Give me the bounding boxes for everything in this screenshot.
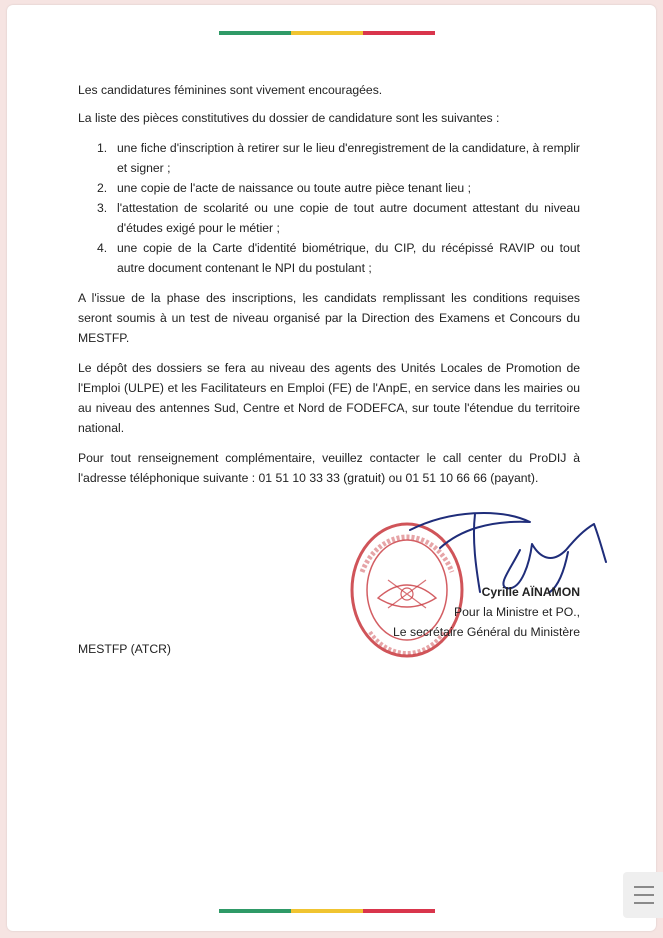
menu-lines-icon[interactable]: [623, 872, 663, 918]
pieces-list: [78, 138, 580, 278]
list-item: 4. une copie de la Carte d'identité biométrique, du CIP, du récépissé RAVIP ou tout autre document contenant le NPI du postulant ;: [97, 241, 580, 275]
test-paragraph: A l'issue de la phase des inscriptions, les candidats remplissant les conditions requises seront soumis à un test de niveau organisé par la Direction des Examens et Concours du MESTFP.: [78, 291, 580, 345]
signatory-name: Cyrille AÏNAMON: [481, 585, 580, 599]
signatory-title: Le secrétaire Général du Ministère: [393, 625, 580, 639]
list-item: 1. une fiche d'inscription à retirer sur le lieu d'enregistrement de la candidature, à remplir et signer ;: [97, 141, 580, 175]
pieces-intro: La liste des pièces constitutives du dossier de candidature sont les suivantes :: [78, 111, 500, 125]
list-item: 2. une copie de l'acte de naissance ou toute autre pièce tenant lieu ;: [97, 181, 471, 195]
flag-stripe-top: [219, 31, 435, 35]
contact-paragraph: Pour tout renseignement complémentaire, veuillez contacter le call center du ProDIJ à l'adresse téléphonique suivante : 01 51 10 33 33 (gratuit) ou 01 51 10 66 66 (payant).: [78, 451, 580, 485]
flag-stripe-bottom: [219, 909, 435, 913]
signatory-role: Pour la Ministre et PO.,: [454, 605, 580, 619]
intro-paragraph: Les candidatures féminines sont vivement encouragées.: [78, 83, 383, 97]
document-reference: MESTFP (ATCR): [78, 642, 171, 656]
document-body: [78, 80, 580, 498]
list-item: 3. l'attestation de scolarité ou une copie de tout autre document attestant du niveau d'études exigé pour le métier ;: [97, 201, 580, 235]
depot-paragraph: Le dépôt des dossiers se fera au niveau des agents des Unités Locales de Promotion de l'Emploi (ULPE) et les Facilitateurs en Emploi (FE) de l'AnpE, en service dans les mairies ou au niveau des antennes Sud, Centre et Nord de FODEFCA, sur toute l'étendue du territoire national.: [78, 361, 580, 435]
